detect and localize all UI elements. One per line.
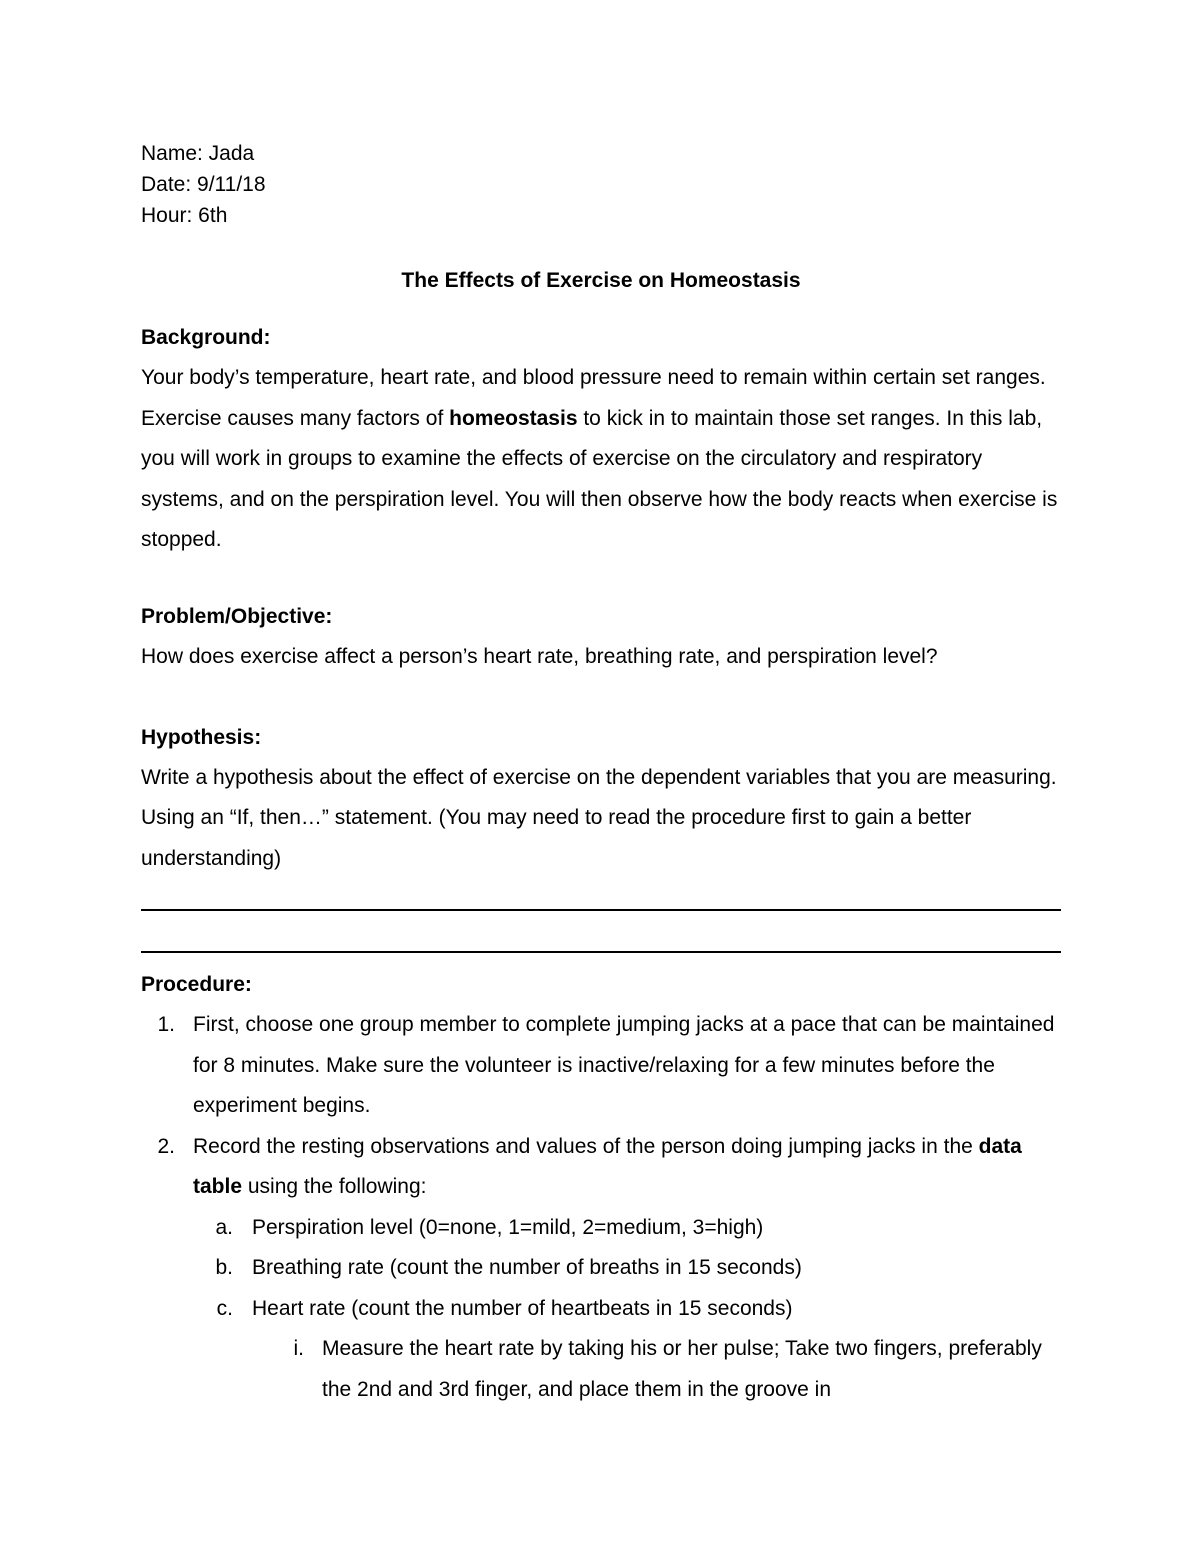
procedure-substep-a: [211, 1208, 1061, 1249]
step-text-end: using the following:: [242, 1175, 427, 1199]
procedure-step-1: [141, 1005, 1061, 1127]
hypothesis-heading: Hypothesis:: [141, 725, 262, 749]
step-text-start: Record the resting observations and values of the person doing jumping jacks in the: [193, 1134, 979, 1158]
hypothesis-text: Write a hypothesis about the effect of exercise on the dependent variables that you are measuring. Using an “If, then…” statement. (You may need to read the procedure first to gain a better understanding): [141, 765, 1057, 870]
substep-text: Perspiration level (0=none, 1=mild, 2=medium, 3=high): [252, 1215, 764, 1239]
background-heading: Background:: [141, 326, 271, 349]
date-line: Date: 9/11/18: [141, 173, 266, 196]
document-page: [141, 138, 1061, 1410]
step-text: [193, 1127, 1061, 1208]
problem-text: How does exercise affect a person’s heart rate, breathing rate, and perspiration level?: [141, 644, 938, 668]
substep-letter: a.: [215, 1215, 233, 1239]
step-number: 2.: [157, 1134, 175, 1158]
data-table-term: data table: [193, 1134, 1022, 1199]
substep-text: Heart rate (count the number of heartbeats in 15 seconds): [252, 1296, 793, 1320]
procedure-step-2: [141, 1127, 1061, 1208]
procedure-substep-c: [211, 1289, 1061, 1330]
answer-line-2: [141, 951, 1061, 953]
substep-text: Breathing rate (count the number of breaths in 15 seconds): [252, 1256, 802, 1280]
page-title: The Effects of Exercise on Homeostasis: [401, 269, 801, 292]
problem-heading: Problem/Objective:: [141, 604, 333, 628]
background-paragraph: [141, 358, 1061, 561]
homeostasis-term: homeostasis: [449, 406, 578, 430]
procedure-substep-b: [211, 1248, 1061, 1289]
step-number: 1.: [157, 1013, 175, 1037]
substep-roman: i.: [293, 1337, 304, 1361]
procedure-heading: Procedure:: [141, 973, 252, 997]
background-text-start: Your body’s temperature, heart rate, and blood pressure need to remain within certain set ranges. Exercise causes many factors of: [141, 366, 1046, 430]
student-name: Name: Jada: [141, 142, 255, 165]
hour-line: Hour: 6th: [141, 204, 228, 227]
substep-letter: c.: [216, 1296, 233, 1320]
answer-line-1: [141, 909, 1061, 911]
procedure-substep-i: [282, 1329, 1061, 1410]
step-text: First, choose one group member to complete jumping jacks at a pace that can be maintained for 8 minutes. Make sure the volunteer is inactive/relaxing for a few minutes before the experiment begins.: [193, 1013, 1055, 1118]
substep-text: Measure the heart rate by taking his or her pulse; Take two fingers, preferably the 2nd and 3rd finger, and place them in the groove in: [322, 1337, 1042, 1401]
background-text-end: to kick in to maintain those set ranges. In this lab, you will work in groups to examine the effects of exercise on the circulatory and respiratory systems, and on the perspiration level. You will then observe how the body reacts when exercise is stopped.: [141, 406, 1058, 552]
substep-letter: b.: [215, 1256, 233, 1280]
